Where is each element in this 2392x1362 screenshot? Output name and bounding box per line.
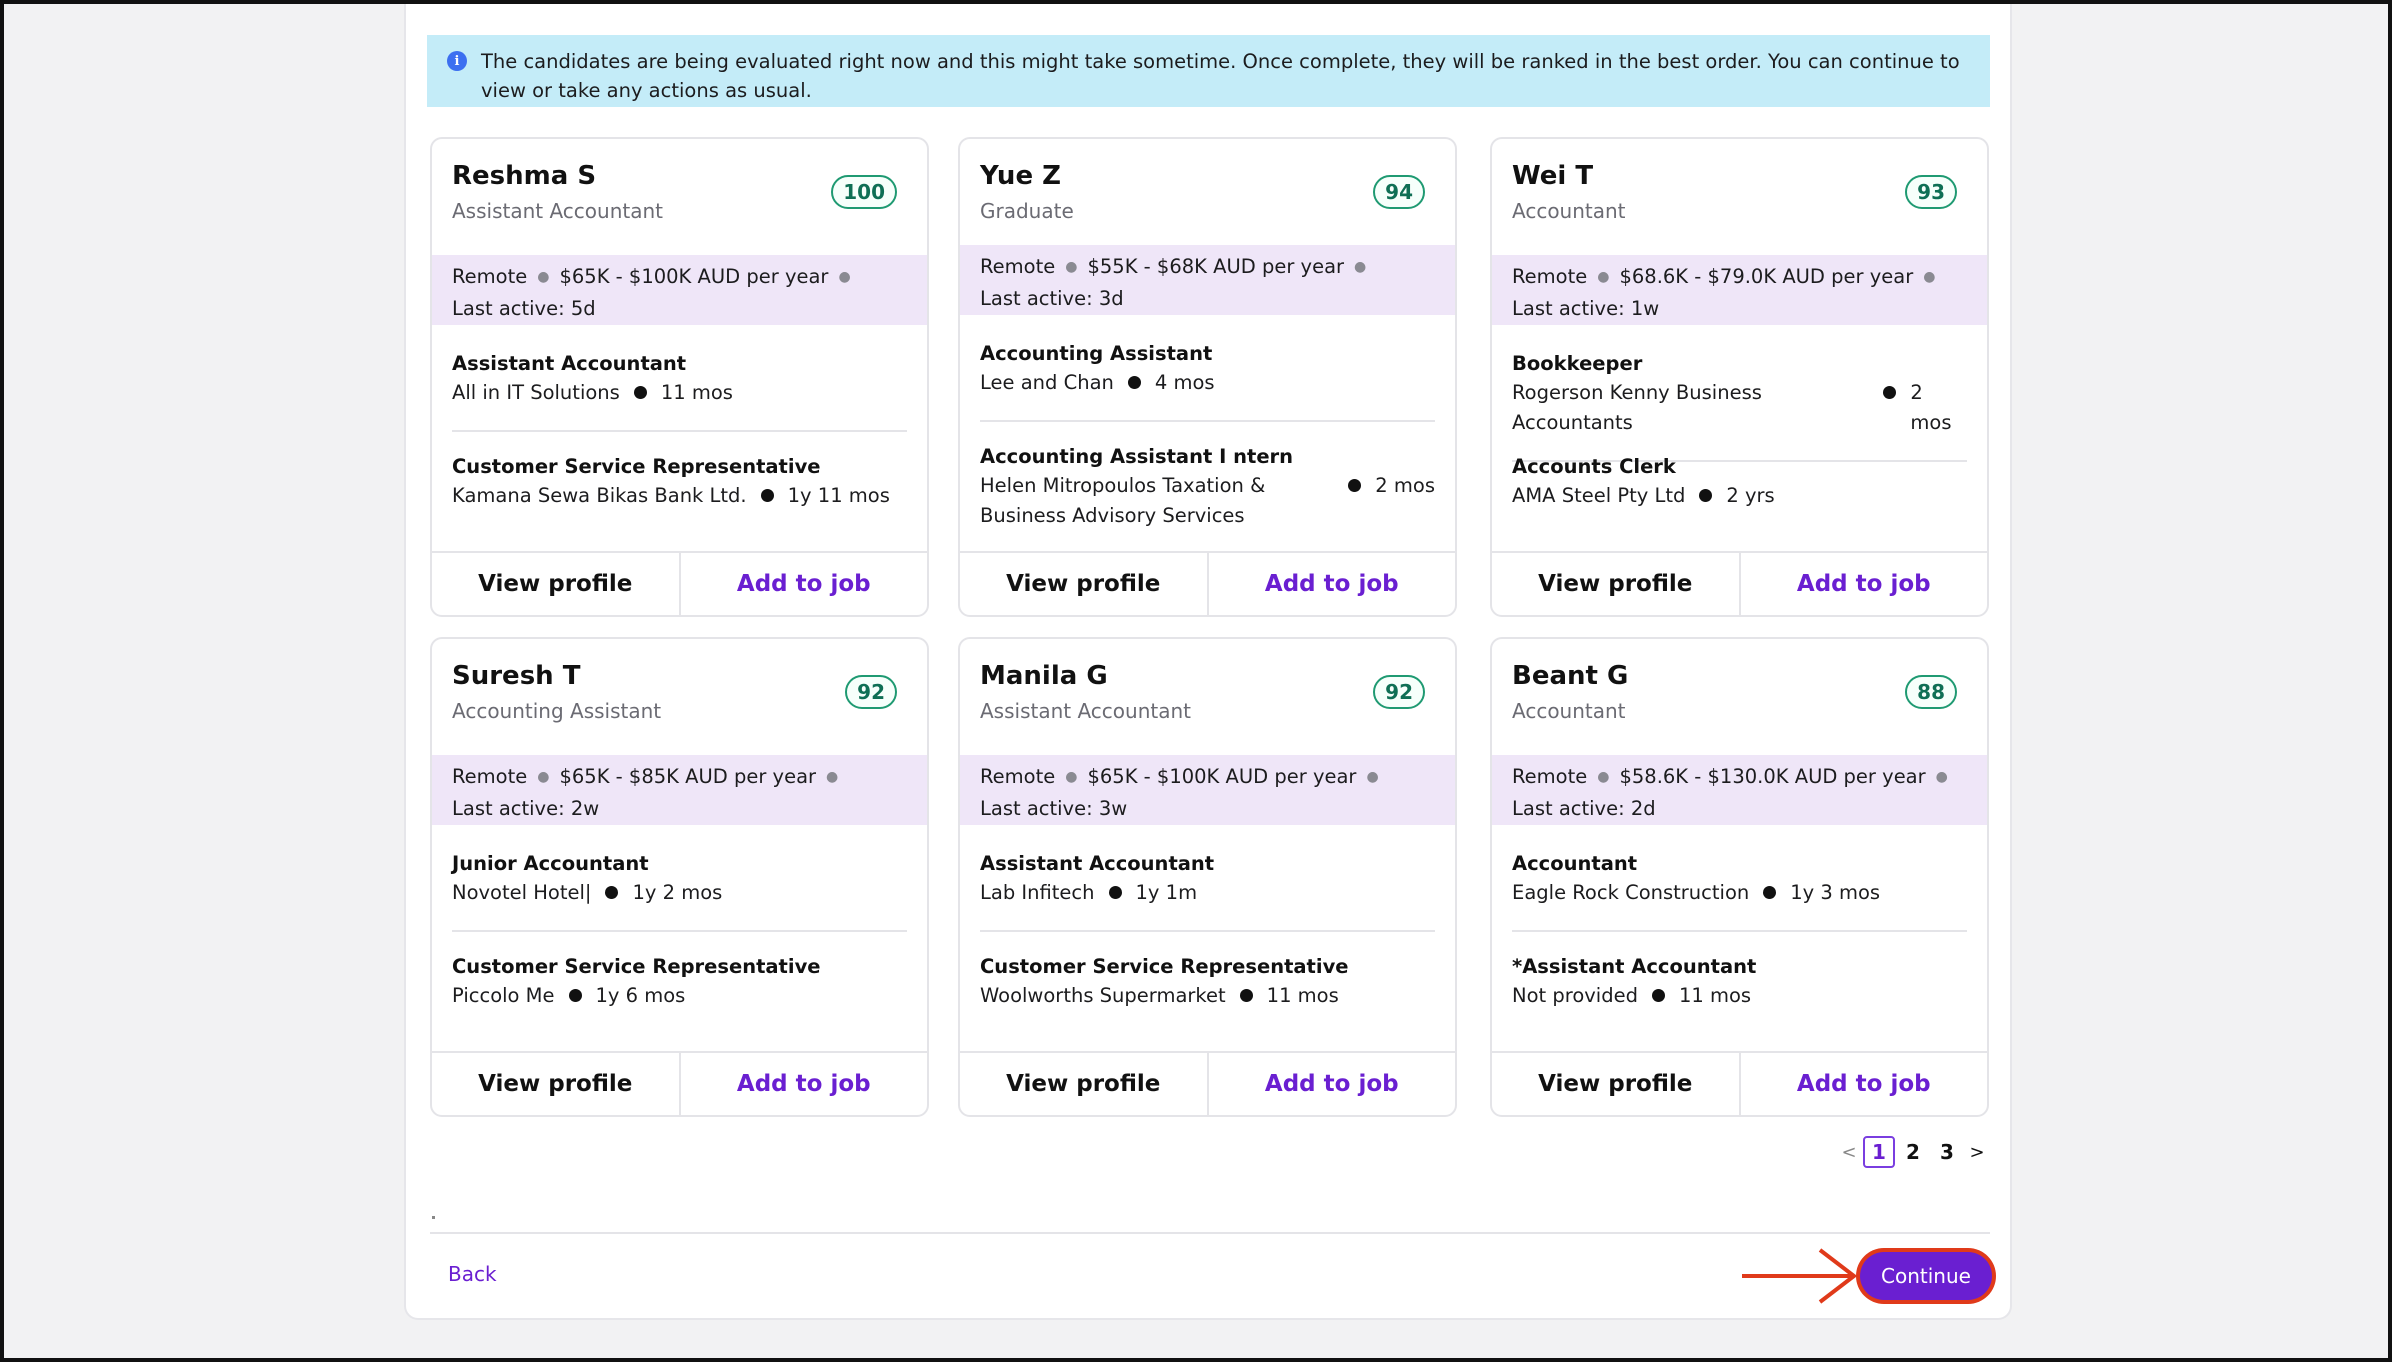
pagination	[1836, 1136, 1990, 1168]
salary: $65K - $100K AUD per year	[1087, 765, 1357, 788]
experience-company: All in IT Solutions	[452, 381, 620, 404]
last-active: Last active: 1w	[1512, 297, 1660, 320]
experience-duration: 1y 1m	[1135, 881, 1198, 904]
experience-duration: 4 mos	[1154, 371, 1215, 394]
candidate-role: Accountant	[1512, 699, 1626, 723]
back-button[interactable]: Back	[448, 1262, 497, 1286]
experience-divider	[980, 420, 1435, 422]
experience-company: Rogerson Kenny Business Accountants	[1512, 381, 1762, 434]
experience-company: Kamana Sewa Bikas Bank Ltd.	[452, 484, 747, 507]
experience-company: Lab Infitech	[980, 881, 1095, 904]
separator-dot-icon: ●	[1366, 769, 1379, 785]
candidate-card	[958, 637, 1457, 1117]
candidate-card	[1490, 137, 1989, 617]
experience-divider	[452, 930, 907, 932]
card-actions	[960, 551, 1455, 615]
experience-entry	[980, 952, 1435, 1011]
experience-title: Accounting Assistant	[980, 342, 1213, 365]
bullet-icon	[761, 489, 774, 502]
evaluation-info-banner	[427, 35, 1990, 107]
experience-company: Woolworths Supermarket	[980, 984, 1226, 1007]
card-actions	[1492, 1051, 1987, 1115]
experience-divider	[1512, 930, 1967, 932]
separator-dot-icon: ●	[537, 769, 550, 785]
bullet-icon	[569, 989, 582, 1002]
candidate-name: Yue Z	[980, 161, 1061, 191]
separator-dot-icon: ●	[1935, 769, 1948, 785]
separator-dot-icon: ●	[838, 269, 851, 285]
experience-title: *Assistant Accountant	[1512, 955, 1757, 978]
location: Remote	[980, 255, 1056, 278]
experience-entry	[980, 339, 1435, 422]
bullet-icon	[1109, 886, 1122, 899]
experience-duration: 11 mos	[1266, 984, 1339, 1007]
candidate-role: Assistant Accountant	[452, 199, 663, 223]
experience-title: Customer Service Representative	[980, 955, 1349, 978]
match-score-badge: 92	[845, 675, 897, 709]
experience-company: Piccolo Me	[452, 984, 555, 1007]
experience-company: Novotel Hotel|	[452, 881, 592, 904]
experience-title: Accountant	[1512, 852, 1638, 875]
page-1-button[interactable]: 1	[1863, 1136, 1895, 1168]
location: Remote	[452, 765, 528, 788]
salary: $55K - $68K AUD per year	[1087, 255, 1345, 278]
experience-divider	[980, 930, 1435, 932]
experience-entry	[980, 442, 1435, 531]
card-actions	[1492, 551, 1987, 615]
last-active: Last active: 2d	[1512, 797, 1656, 820]
experience-entry	[1512, 452, 1967, 511]
candidate-card	[958, 137, 1457, 617]
experience-duration: 2 mos	[1375, 474, 1435, 497]
salary: $65K - $100K AUD per year	[559, 265, 829, 288]
location: Remote	[1512, 765, 1588, 788]
experience-title: Accounting Assistant I ntern	[980, 445, 1294, 468]
bullet-icon	[1652, 989, 1665, 1002]
add-to-job-button[interactable]: Add to job	[1264, 1071, 1399, 1097]
add-to-job-button[interactable]: Add to job	[736, 571, 871, 597]
candidate-role: Graduate	[980, 199, 1074, 223]
view-profile-button[interactable]: View profile	[432, 1053, 681, 1115]
experience-entry	[1512, 849, 1967, 932]
separator-dot-icon: ●	[537, 269, 550, 285]
card-actions	[432, 551, 927, 615]
add-to-job-button[interactable]: Add to job	[1264, 571, 1399, 597]
salary: $58.6K - $130.0K AUD per year	[1619, 765, 1926, 788]
candidate-meta	[960, 755, 1455, 825]
bullet-icon	[1128, 376, 1141, 389]
experience-entry	[452, 452, 907, 511]
footer-divider	[430, 1232, 1990, 1234]
experience-duration: 11 mos	[1678, 984, 1752, 1007]
card-actions	[960, 1051, 1455, 1115]
view-profile-button[interactable]: View profile	[960, 553, 1209, 615]
experience-entry	[1512, 349, 1967, 462]
experience-divider	[452, 430, 907, 432]
bullet-icon	[1699, 489, 1712, 502]
candidate-card	[430, 137, 929, 617]
continue-button[interactable]: Continue	[1860, 1252, 1992, 1300]
add-to-job-button[interactable]: Add to job	[736, 1071, 871, 1097]
page-3-button[interactable]: 3	[1940, 1140, 1954, 1164]
divider-mark	[432, 1216, 435, 1219]
match-score-badge: 93	[1905, 175, 1957, 209]
experience-title: Accounts Clerk	[1512, 455, 1676, 478]
bullet-icon	[1883, 386, 1896, 399]
candidate-meta	[432, 255, 927, 325]
salary: $65K - $85K AUD per year	[559, 765, 817, 788]
separator-dot-icon: ●	[1065, 259, 1078, 275]
candidate-meta	[432, 755, 927, 825]
pagination-next-icon[interactable]: >	[1969, 1141, 1985, 1163]
view-profile-button[interactable]: View profile	[1492, 553, 1741, 615]
candidate-meta	[960, 245, 1455, 315]
experience-title: Junior Accountant	[452, 852, 649, 875]
separator-dot-icon: ●	[1923, 269, 1936, 285]
candidate-meta	[1492, 755, 1987, 825]
salary: $68.6K - $79.0K AUD per year	[1619, 265, 1914, 288]
candidate-card	[1490, 637, 1989, 1117]
experience-entry	[452, 349, 907, 432]
experience-company: AMA Steel Pty Ltd	[1512, 484, 1686, 507]
view-profile-button[interactable]: View profile	[432, 553, 681, 615]
separator-dot-icon: ●	[826, 769, 839, 785]
bullet-icon	[634, 386, 647, 399]
experience-entry	[980, 849, 1435, 932]
view-profile-button[interactable]: View profile	[1492, 1053, 1741, 1115]
experience-title: Assistant Accountant	[452, 352, 687, 375]
match-score-badge: 92	[1373, 675, 1425, 709]
separator-dot-icon: ●	[1597, 269, 1610, 285]
match-score-badge: 88	[1905, 675, 1957, 709]
experience-title: Customer Service Representative	[452, 955, 821, 978]
add-to-job-button[interactable]: Add to job	[1796, 571, 1931, 597]
experience-duration: 1y 11 mos	[787, 484, 890, 507]
bullet-icon	[1240, 989, 1253, 1002]
candidate-role: Accountant	[1512, 199, 1626, 223]
bullet-icon	[1763, 886, 1776, 899]
candidate-role: Accounting Assistant	[452, 699, 662, 723]
pointer-arrow-icon	[1740, 1248, 1860, 1308]
candidate-name: Reshma S	[452, 161, 597, 191]
bullet-icon	[605, 886, 618, 899]
separator-dot-icon: ●	[1597, 769, 1610, 785]
experience-duration: 2 yrs	[1726, 484, 1775, 507]
pagination-prev-icon[interactable]: <	[1841, 1141, 1857, 1163]
card-actions	[432, 1051, 927, 1115]
experience-title: Customer Service Representative	[452, 455, 821, 478]
match-score-badge: 100	[831, 175, 897, 209]
separator-dot-icon: ●	[1065, 769, 1078, 785]
separator-dot-icon: ●	[1354, 259, 1367, 275]
candidate-meta	[1492, 255, 1987, 325]
banner-message: The candidates are being evaluated right now and this might take sometime. Once complete, they will be ranked in the best order. You can continue to view or take any actions as usual.	[481, 50, 1960, 102]
location: Remote	[452, 265, 528, 288]
view-profile-button[interactable]: View profile	[960, 1053, 1209, 1115]
experience-title: Assistant Accountant	[980, 852, 1215, 875]
experience-entry	[452, 952, 907, 1011]
last-active: Last active: 2w	[452, 797, 600, 820]
experience-duration: 11 mos	[660, 381, 733, 404]
candidate-name: Wei T	[1512, 161, 1594, 191]
candidate-name: Suresh T	[452, 661, 581, 691]
experience-duration: 1y 6 mos	[595, 984, 686, 1007]
experience-duration: 1y 3 mos	[1790, 881, 1881, 904]
match-score-badge: 94	[1373, 175, 1425, 209]
candidate-name: Beant G	[1512, 661, 1629, 691]
experience-company: Helen Mitropoulos Taxation & Business Advisory Services	[980, 474, 1266, 527]
experience-company: Not provided	[1512, 984, 1638, 1007]
candidate-role: Assistant Accountant	[980, 699, 1191, 723]
last-active: Last active: 5d	[452, 297, 596, 320]
experience-title: Bookkeeper	[1512, 352, 1643, 375]
experience-entry	[1512, 952, 1967, 1011]
experience-company: Lee and Chan	[980, 371, 1114, 394]
candidate-name: Manila G	[980, 661, 1108, 691]
location: Remote	[1512, 265, 1588, 288]
experience-entry	[452, 849, 907, 932]
last-active: Last active: 3d	[980, 287, 1124, 310]
bullet-icon	[1348, 479, 1361, 492]
info-icon: i	[447, 51, 467, 71]
experience-duration: 2 mos	[1910, 381, 1952, 434]
page-2-button[interactable]: 2	[1906, 1140, 1920, 1164]
last-active: Last active: 3w	[980, 797, 1128, 820]
add-to-job-button[interactable]: Add to job	[1796, 1071, 1931, 1097]
experience-company: Eagle Rock Construction	[1512, 881, 1750, 904]
experience-duration: 1y 2 mos	[632, 881, 723, 904]
candidate-card	[430, 637, 929, 1117]
location: Remote	[980, 765, 1056, 788]
